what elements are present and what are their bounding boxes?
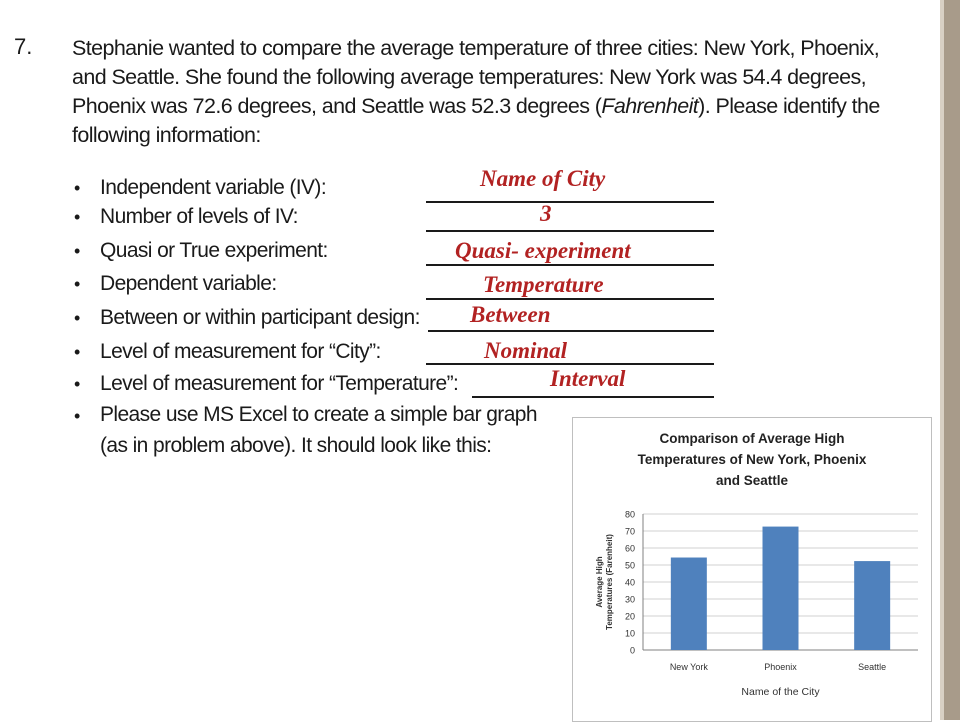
answer-design: Between — [470, 302, 551, 327]
question-line: Phoenix was 72.6 degrees, and Seattle was 52.3 degrees (Fahrenheit). Please identify the — [72, 94, 880, 118]
answer-experiment: Quasi- experiment — [455, 238, 631, 263]
bar — [763, 527, 799, 650]
answer-line-city-measure — [426, 363, 714, 365]
bullet-icon: • — [74, 178, 81, 198]
y-tick-label: 30 — [624, 594, 635, 605]
bullet-icon: • — [74, 308, 81, 328]
excel-instruction-line: Please use MS Excel to create a simple bar graph — [100, 403, 537, 426]
y-tick-label: 0 — [629, 645, 635, 656]
slide-frame-border — [944, 0, 960, 720]
answer-line-temp-measure — [472, 396, 714, 398]
bullet-icon: • — [74, 374, 81, 394]
y-tick-label: 70 — [624, 526, 635, 537]
chart-title-line: Temperatures of New York, Phoenix — [637, 452, 867, 467]
chart-plot — [573, 418, 931, 721]
bullet-icon: • — [74, 274, 81, 294]
answer-dv: Temperature — [483, 272, 604, 297]
question-text — [72, 34, 880, 150]
bullet-icon: • — [74, 406, 81, 426]
bar — [671, 558, 707, 650]
answer-levels: 3 — [540, 201, 552, 226]
answer-iv: Name of City — [480, 166, 606, 191]
item-label-experiment: Quasi or True experiment: — [100, 239, 328, 262]
answer-line-dv — [426, 298, 714, 300]
x-axis-label: Name of the City — [741, 686, 820, 698]
answer-line-levels — [426, 230, 714, 232]
y-tick-label: 60 — [624, 543, 635, 554]
item-label-levels: Number of levels of IV: — [100, 205, 298, 228]
bullet-icon: • — [74, 241, 81, 261]
y-axis-label: Temperatures (Farenheit) — [605, 534, 614, 630]
excel-instruction-line: (as in problem above). It should look like this: — [100, 434, 492, 457]
answer-city-measure: Nominal — [484, 338, 568, 363]
question-line: and Seattle. She found the following average temperatures: New York was 54.4 degrees, — [72, 65, 867, 89]
answer-line-design — [428, 330, 714, 332]
x-tick-label: New York — [669, 662, 708, 672]
x-tick-label: Seattle — [858, 662, 887, 672]
chart-title-line: Comparison of Average High — [659, 431, 845, 446]
item-label-design: Between or within participant design: — [100, 306, 420, 329]
y-tick-label: 20 — [624, 611, 635, 622]
y-tick-label: 80 — [624, 509, 635, 520]
x-tick-label: Phoenix — [764, 662, 797, 672]
y-tick-label: 40 — [624, 577, 635, 588]
item-label-iv: Independent variable (IV): — [100, 176, 327, 199]
item-label-city-measure: Level of measurement for “City”: — [100, 340, 381, 363]
question-line: following information: — [72, 123, 261, 147]
y-axis-label: Average High — [595, 556, 604, 608]
chart-title-line: and Seattle — [715, 473, 789, 488]
item-label-dv: Dependent variable: — [100, 272, 277, 295]
bullet-icon: • — [74, 342, 81, 362]
y-tick-label: 10 — [624, 628, 635, 639]
item-label-temp-measure: Level of measurement for “Temperature”: — [100, 372, 459, 395]
question-line: Stephanie wanted to compare the average temperature of three cities: New York, Phoenix, — [72, 36, 880, 60]
question-number: 7. — [14, 34, 33, 59]
answer-temp-measure: Interval — [550, 366, 626, 391]
answer-line-iv — [426, 201, 714, 203]
bar — [854, 561, 890, 650]
bar-chart-panel — [572, 417, 932, 722]
bullet-icon: • — [74, 207, 81, 227]
answer-line-experiment — [426, 264, 714, 266]
y-tick-label: 50 — [624, 560, 635, 571]
